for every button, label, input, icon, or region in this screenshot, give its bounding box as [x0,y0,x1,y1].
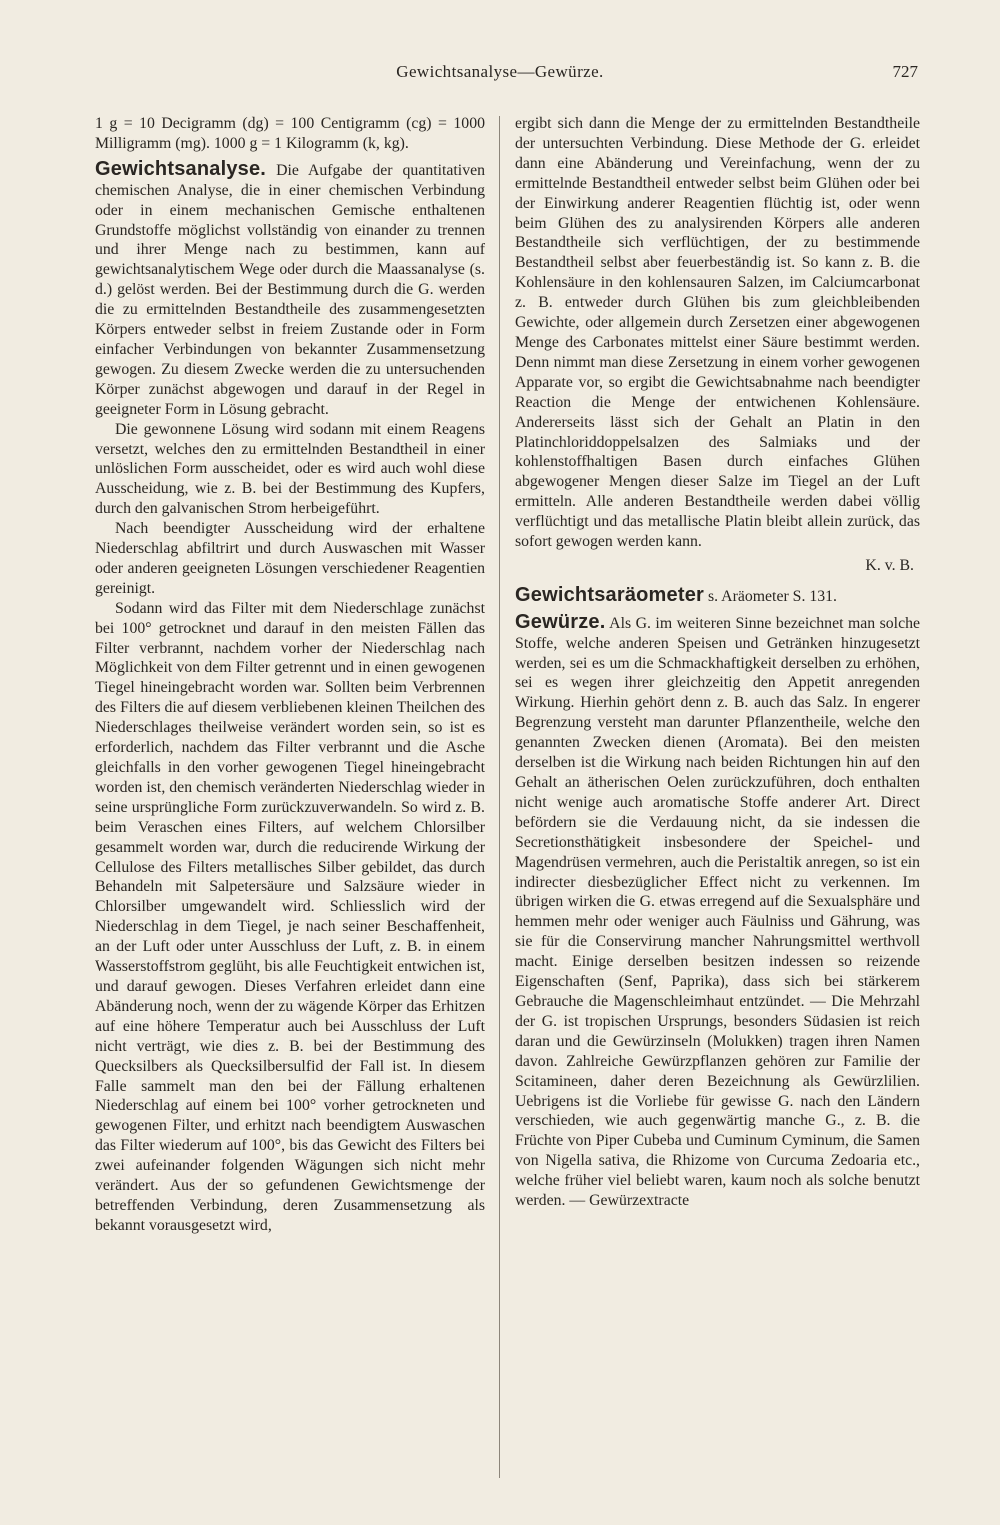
author-signature: K. v. B. [865,556,914,574]
continuation-paragraph: ergibt sich dann die Menge der zu ermittelnden Bestandtheile der untersuchten Verbindung. Diese Methode der G. erleidet dann eine Abänderung und Vereinfachung, wenn der zu ermittelnde Bestandtheil entweder selbst beim Glühen oder bei der Einwirkung anderer Reagentien flüchtig ist, oder wenn beim Glühen des zu analysirenden Körpers alle anderen Bestandtheile sich verflüchtigen, der zu bestimmende Bestandtheil selbst aber feuerbeständig ist. So kann z. B. die Kohlensäure in den kohlensauren Salzen, im Calciumcarbonat z. B. entweder durch Glühen bis zum gleichbleibenden Gewichte, oder allgemein durch Zersetzen einer abgewogenen Menge des Carbonates mittelst einer Säure bestimmt werden. Denn nimmt man diese Zersetzung in einem vorher gewogenen Apparate vor, so ergibt die Gewichtsabnahme nach beendigter Reaction die Menge der entwichenen Kohlensäure. Andererseits lässt sich der Gehalt an Platin in den Platinchloriddoppelsalzen des Salmiaks und der kohlenstoffhaltigen Basen durch einfaches Glühen abgewogener Mengen dieser Salze im Tiegel an der Luft ermitteln. Alle anderen Bestandtheile werden dabei völlig verflüchtigt und das metallische Platin bleibt allein zurück, das sofort gewogen werden kann. [515,115,920,551]
paragraph: Sodann wird das Filter mit dem Niederschlage zunächst bei 100° getrocknet und darauf in den meisten Fällen das Filter verbrannt, nachdem vorher der Niederschlag nach Möglichkeit von dem Filter getrennt und in einen gewogenen Tiegel hineingebracht worden war. Sollten beim Verbrennen des Filters die auf diesem verbliebenen kleinen Theilchen des Niederschlages theilweise verändert worden sein, so ist es erforderlich, nachdem das Filter verbrannt und die Asche gleichfalls in den vorher gewogenen Tiegel hineingebracht worden ist, den chemisch veränderten Niederschlag wieder in seine ursprüngliche Form zurückzuverwandeln. So wird z. B. beim Veraschen eines Filters, auf welchem Chlorsilber gesammelt worden war, durch die reducirende Wirkung der Cellulose des Filters metallisches Silber gebildet, das durch Behandeln mit Salpetersäure und Salzsäure wieder in Chlorsilber umgewandelt wird. Schliesslich wird der Niederschlag in dem Tiegel, je nach seiner Beschaffenheit, an der Luft oder unter Ausschluss der Luft, z. B. in einem Wasserstoffstrom geglüht, bis alle Feuchtigkeit entwichen ist, und darauf gewogen. Dieses Verfahren erleidet dann eine Abänderung noch, wenn der zu wägende Körper das Erhitzen auf eine höhere Temperatur auch bei Ausschluss der Luft nicht verträgt, wie dies z. B. bei der Bestimmung des Quecksilbers als Quecksilbersulfid der Fall ist. In diesem Falle sammelt man den bei der Fällung erhaltenen Niederschlag auf einem bei 100° vorher getrockneten und gewogenen Filter, und erhitzt nach beendigtem Auswaschen das Filter wiederum auf 100°, bis das Gewicht des Filters bei zwei aufeinander folgenden Wägungen sich nicht mehr verändert. Aus der so gefundenen Gewichtsmenge der betreffenden Verbindung, deren Zusammensetzung als bekannt vorausgesetzt wird, [95,599,485,1234]
running-head [0,62,1000,86]
entry-heading: Gewürze. [515,610,606,633]
entry-text: Als G. im weiteren Sinne bezeichnet man solche Stoffe, welche anderen Speisen und Getränken hinzugesetzt werden, sei es um die Schmackhaftigkeit derselben zu erhöhen, sei es wegen ihrer gleichzeitig den Appetit anregenden Wirkung. Hierhin gehört denn z. B. auch das Salz. In engerer Begrenzung versteht man darunter Pflanzentheile, welche den genannten Zwecken dienen (Aromata). Bei den meisten derselben ist die Wirkung nach beiden Richtungen hin auf den Gehalt an ätherischen Oelen zurückzuführen, doch enthalten nicht wenige auch aromatische Stoffe anderer Art. Direct befördern sie die Verdauung nicht, da sie indessen die Secretionsthätigkeit insbesondere der Speichel- und Magendrüsen vermehren, auch die Peristaltik anregen, so ist ein indirecter diesbezüglicher Effect nicht zu verkennen. Im übrigen wirken die G. etwas erregend auf die Sexualsphäre und hemmen mehr oder weniger auch Fäulniss und Gährung, was sie für die Conservirung mancher Nahrungsmittel werthvoll macht. Einige derselben besitzen indessen so reizende Eigenschaften (Senf, Paprika), dass sich bei stärkerem Gebrauche die Magenschleimhaut entzündet. — Die Mehrzahl der G. ist tropischen Ursprungs, besonders Südasien ist reich daran und die Gewürzinseln (Molukken) tragen ihren Namen davon. Zahlreiche Gewürzpflanzen gehören zur Familie der Scitamineen, daher deren Bezeichnung als Gewürzlilien. Uebrigens ist die Vorliebe für gewisse G. nach den Ländern verschieden, wie auch gegenwärtig manche G., z. B. die Früchte von Piper Cubeba und Cuminum Cyminum, die Samen von Nigella sativa, die Rhizome von Curcuma Zedoaria etc., welche früher viel beliebt waren, kaum noch als solche benutzt werden. — Gewürzextracte [515,614,920,1210]
cross-reference: s. Aräometer S. 131. [708,587,837,605]
paragraph: Die gewonnene Lösung wird sodann mit einem Reagens versetzt, welches den zu ermittelnden Bestandtheil in einer unlöslichen Form ausscheidet, oder es wird auch wohl diese Ausscheidung, wie z. B. bei der Bestimmung des Kupfers, durch den galvanischen Strom herbeigeführt. [95,420,485,518]
entry-text: Die Aufgabe der quantitativen chemischen Analyse, die in einer chemischen Verbindung oder in einem mechanischen Gemische enthaltenen Grundstoffe möglichst vollständig von einander zu trennen und ihrer Menge nach zu bestimmen, kann auf gewichtsanalytischem Wege oder durch die Maassanalyse (s. d.) gelöst werden. Bei der Bestimmung durch die G. werden die zu ermittelnden Bestandtheile des zusammengesetzten Körpers entweder selbst in freiem Zustande oder in Form einfacher Verbindungen von bekannter Zusammensetzung gewogen. Zu diesem Zwecke werden die zu untersuchenden Körper zunächst abgewogen und darauf in der Regel in geeigneter Form in Lösung gebracht. [95,161,485,418]
right-column [515,114,920,1494]
entry-gewichtsaraeometer [515,583,920,607]
entry-heading: Gewichtsaräometer [515,583,705,606]
running-head-title: Gewichtsanalyse—Gewürze. [396,62,604,81]
column-divider [499,116,500,1478]
left-column [95,114,485,1494]
entry-heading: Gewichtsanalyse. [95,157,267,180]
entry-gewichtsanalyse [95,157,485,420]
entry-gewuerze [515,610,920,1211]
intro-paragraph: 1 g = 10 Decigramm (dg) = 100 Centigramm (cg) = 1000 Milligramm (mg). 1000 g = 1 Kilogramm (k, kg). [95,115,485,152]
page-number: 727 [892,62,918,81]
paragraph: Nach beendigter Ausscheidung wird der erhaltene Niederschlag abfiltrirt und durch Auswaschen mit Wasser oder anderen geeigneten Lösungen verschiedener Reagentien gereinigt. [95,520,485,597]
